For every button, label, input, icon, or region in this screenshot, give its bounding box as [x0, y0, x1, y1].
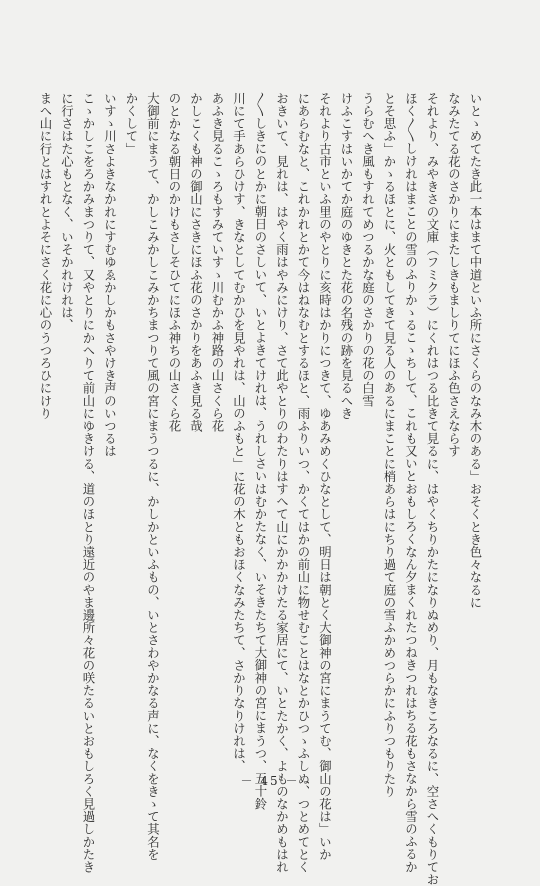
text-line: うらむへき風もすれてめつるかな庭のさかりの花の白雪 — [360, 92, 376, 407]
text-line: けふこすはいかてか庭のゆきとた花の名残の跡を見るへき — [339, 92, 354, 420]
text-line: おきいて、見れは、はやく雨はやみにけり、さて此やとりのわたりはすへて山にかかかけたる家居にて、いとたかく、よものなかめもはれ — [274, 92, 290, 874]
text-line: まへ山に行とはすれとよそにさく花に心のうつろひにけり — [38, 92, 53, 420]
text-line: なみたてる花のさかりにまたしきもましりてにほふ色さえならす — [446, 92, 462, 458]
text-line: にあらむなと、これかれとかて今はねなむとするほと、雨ふりいつ、かくてはかの前山に物せむことはなとかひつゝふしぬ、つとめてとく — [296, 92, 311, 874]
text-line: あふき見るこゝろもすみていすゝ川むかふ神路の山さくら花 — [210, 92, 225, 433]
text-line: のとかなる朝日のかけもさしそひてにほふ神ちの山さくら花 — [167, 92, 182, 433]
text-line: 川にて手あらひけす、きなとしてむかひを見やれは、山のふもと」に花の木ともおほくなみたちて、さかりなりけれは、 — [231, 92, 247, 773]
text-line: とそ思ふ」かゝるほとに、火ともしてきて見る人のあるにまことに梢あらはにちり過て庭の雪ふかめつらかにふりつもりたり — [382, 92, 397, 798]
text-line: 〳〵しきにのとかに朝日のさしいて、いとよきてけれは、うれしさいはむかたなく、いそきたちて大御神の宮にまうつ、五十鈴 — [253, 92, 268, 810]
text-line: いすゝ川さよきなかれにすむゆゑかしかもさやけき声のいつるは — [102, 92, 118, 458]
text-line: かしこくも神の御山にさきにほふ花のさかりをあふき見る哉 — [188, 92, 204, 433]
text-line: それより、みやきさの文庫（フミクラ）にくれはつる比きて見るに、はやくちりかたになりぬめり、月もなきころなるに、空さへくもりてお — [425, 92, 440, 886]
text-line: こゝかしこをろかみまつりて、又やとりにかへりて前山にゆきける、道のほとり遠近のやま邊所々花の咲たるいとおもしろく見過しかたき — [81, 92, 96, 874]
text-line: それより古市といふ里のやとりに亥時はかりにつきて、ゆあみめくひなとして、明日は朝とく大御神の宮にまうてむ、御山の花は」いか — [317, 92, 333, 861]
page-number: － 45 － — [240, 774, 300, 788]
text-line: いとゝめてたき此一本はまて中道といふ所にさくらのなみ木のある」おそくとき色々なるに — [468, 92, 483, 609]
text-line: に行さはた心もとなく、いそかれけれは、 — [59, 92, 75, 332]
text-line: ほく〳〵しけれはまことの雪のふりかゝるこゝちして、これも又いとおもしろくなん夕まくれたつねきつれはちる花もさなから雪のふるか — [403, 92, 419, 873]
text-line: 大御前にまうて、かしこみかしこみかちまつりて風の宮にまうつるに、かしかといふもの、いとさわやかなる声に、なくをきゝて其名を — [145, 92, 161, 861]
text-line: かくして」 — [124, 92, 139, 155]
